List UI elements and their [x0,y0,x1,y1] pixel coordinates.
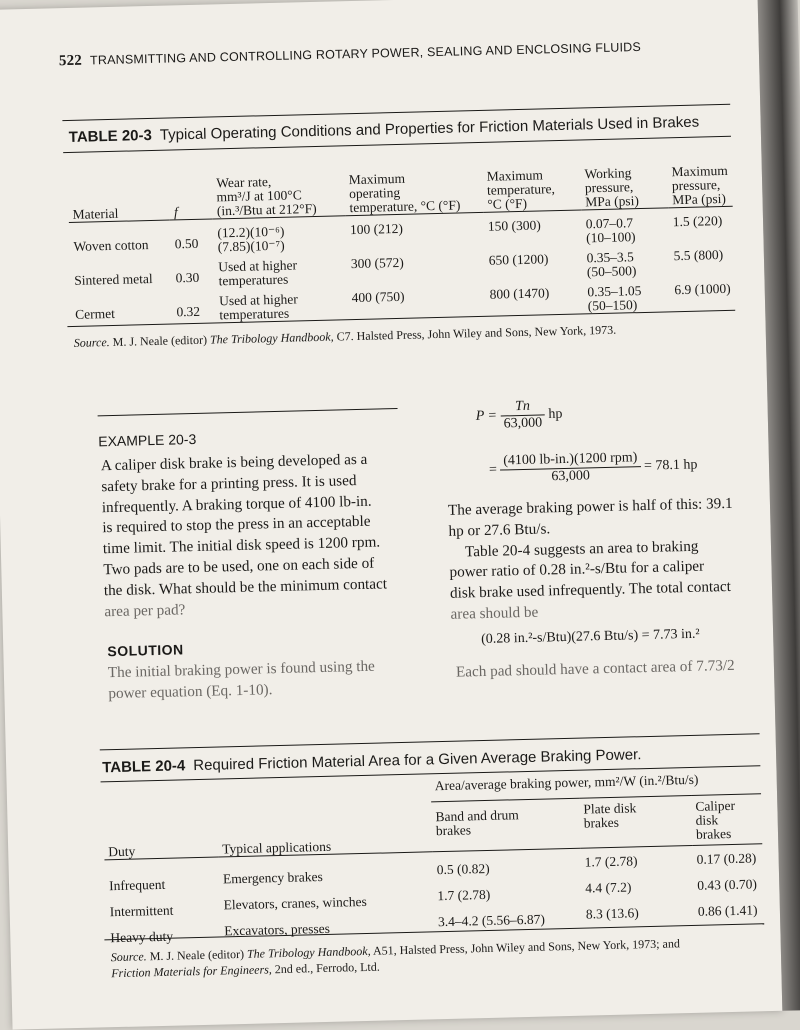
cell-caliper-disk: 0.86 (1.41) [697,902,758,919]
solution-text: The initial braking power is found using the power equation (Eq. 1-10). [107,657,376,702]
header-plate-disk: Plate disk brakes [583,799,637,831]
running-title: TRANSMITTING AND CONTROLLING ROTARY POWER, SEALING AND ENCLOSING FLUIDS [89,39,642,68]
table-20-3-title: Typical Operating Conditions and Properties for Friction Materials Used in Brakes [159,113,700,144]
table-20-3-source: Source. M. J. Neale (editor) The Tribology Handbook, C7. Halsted Press, John Wiley and Sons, New York, 1973. [73,322,617,350]
header-band-drum: Band and drum brakes [435,806,519,838]
group-header-area-power: Area/average braking power, mm²/W (in.²/Btu/s) [431,771,761,801]
header-material: Material [72,205,119,222]
example-top-rule [98,408,398,416]
cell-caliper-disk: 0.43 (0.70) [697,876,758,893]
cell-duty: Intermittent [109,902,174,920]
header-max-operating-temp: Maximum operating temperature, °C (°F) [348,170,461,215]
table-20-4 [103,771,765,945]
cell-application: Emergency brakes [222,868,323,887]
cell-f: 0.50 [174,235,199,252]
header-caliper-disk: Caliper disk brakes [695,797,736,842]
header-f: f [173,203,178,219]
table-20-4-caption [102,746,642,776]
table-20-3-label: TABLE 20-3 [68,126,153,146]
table-20-4-label: TABLE 20-4 [102,757,186,777]
running-header [59,39,641,70]
cell-wear: Used at higher temperatures [218,291,298,323]
cell-band-drum: 1.7 (2.78) [437,886,491,904]
cell-max-temp: 800 (1470) [489,285,550,302]
example-heading: EXAMPLE 20-3 [98,430,197,450]
cell-material: Sintered metal [74,270,153,288]
header-wear-rate: Wear rate, mm³/J at 100°C (in.³/Btu at 212°F) [216,173,317,218]
cell-wear: Used at higher temperatures [218,257,298,289]
header-duty: Duty [108,843,136,859]
equation-area: (0.28 in.²-s/Btu)(27.6 Btu/s) = 7.73 in.² [481,626,700,648]
cell-working-pressure: 0.07–0.7 (10–100) [585,215,636,246]
cell-max-pressure: 1.5 (220) [672,213,723,230]
table-20-4-source: Source. M. J. Neale (editor) The Tribology Handbook, A51, Halsted Press, John Wiley and Sons, New York, 1973; and Friction Materials for Engineers, 2nd ed., Ferrodo, Ltd. [110,936,681,981]
equation-power: P = $\frac{Tn}{63,000}$ hp [475,398,563,432]
table-20-3 [67,142,735,332]
table-20-4-title: Required Friction Material Area for a Given Average Braking Power. [193,746,642,775]
cell-op-temp: 400 (750) [351,288,405,306]
cell-f: 0.32 [176,303,201,320]
header-typical-applications: Typical applications [222,838,332,856]
cell-material: Cermet [74,305,116,322]
cell-caliper-disk: 0.17 (0.28) [696,850,757,867]
equation-power-numeric: = $\frac{\text{(4100 lb-in.)(1200 rpm)}}{63,000}$ = 78.1 hp [488,450,698,485]
example-problem-text: A caliper disk brake is being developed as a safety brake for a printing press. It is used infrequently. A braking torque of 4100 lb-in. is required to stop the press in an acceptable time limit. The initial disk speed is 1200 rpm. Two pads are to be used, one on each side of the disk. What should be the minimum contact area per pad? [100,450,388,620]
cell-op-temp: 300 (572) [350,254,404,272]
cell-application: Excavators, presses [224,920,331,939]
cell-max-temp: 650 (1200) [488,251,549,268]
header-working-pressure: Working pressure, MPa (psi) [584,164,639,209]
cell-material: Woven cotton [73,237,149,254]
cell-duty: Heavy duty [110,928,174,946]
page-edge-shadow [757,0,800,1011]
cell-duty: Infrequent [108,876,166,894]
cell-plate-disk: 1.7 (2.78) [584,853,638,870]
solution-conclusion: Each pad should have a contact area of 7.73/2 [455,656,735,681]
cell-max-pressure: 6.9 (1000) [674,280,731,298]
cell-plate-disk: 4.4 (7.2) [585,879,632,896]
solution-heading: SOLUTION [107,641,184,660]
cell-application: Elevators, cranes, winches [223,893,367,913]
table-20-4-top-rule [100,733,760,750]
cell-op-temp: 100 (212) [349,220,404,238]
header-max-pressure: Maximum pressure, MPa (psi) [671,162,728,207]
cell-plate-disk: 8.3 (13.6) [585,905,639,922]
cell-working-pressure: 0.35–3.5 (50–500) [586,249,637,280]
cell-band-drum: 3.4–4.2 (5.56–6.87) [437,911,546,930]
cell-f: 0.30 [175,269,200,286]
page-number: 522 [58,52,83,70]
header-max-temp: Maximum temperature, °C (°F) [486,166,556,212]
cell-max-temp: 150 (300) [487,217,541,234]
cell-wear: (12.2)(10⁻⁶) (7.85)(10⁻⁷) [217,223,285,255]
cell-working-pressure: 0.35–1.05 (50–150) [587,283,642,314]
solution-right-text: The average braking power is half of this: 39.1 hp or 27.6 Btu/s. Table 20-4 suggests an area to braking power ratio of 0.28 in.²-s/Btu for a caliper disk brake used infrequently. The total contact area should be [447,494,733,623]
cell-band-drum: 0.5 (0.82) [436,860,490,878]
cell-max-pressure: 5.5 (800) [673,247,724,264]
